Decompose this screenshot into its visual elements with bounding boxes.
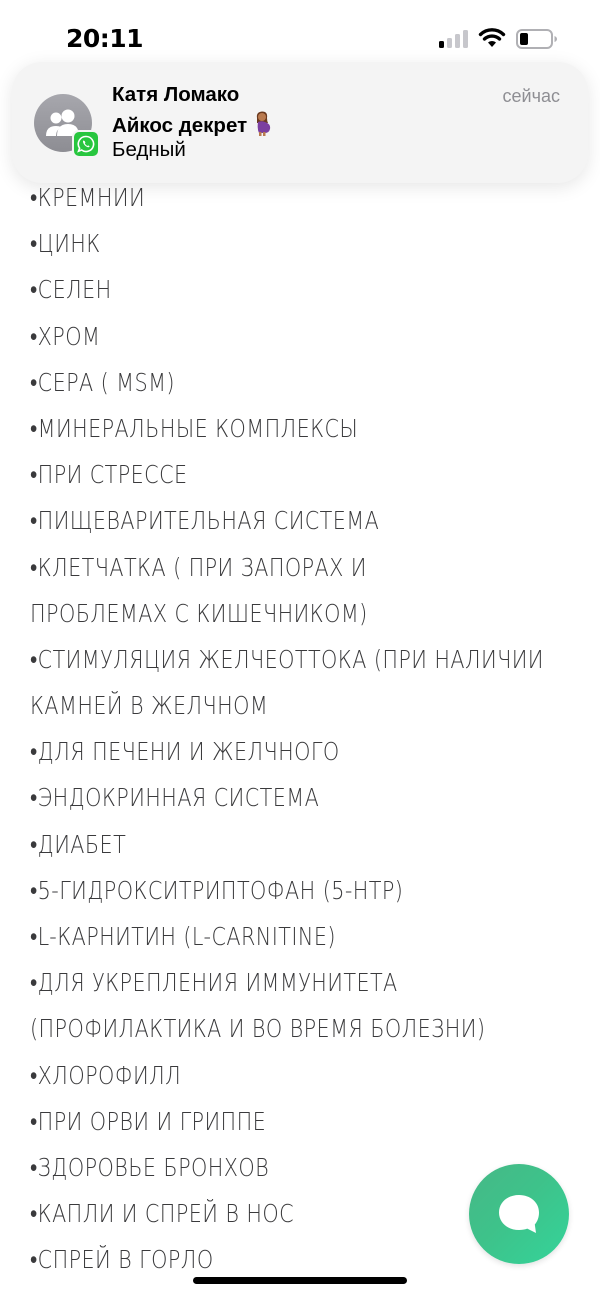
list-item: •СПРЕЙ В ГОРЛО xyxy=(30,1245,214,1275)
list-item: •ПРИ ОРВИ И ГРИППЕ xyxy=(30,1106,267,1136)
list-item: КАМНЕЙ В ЖЕЛЧНОМ xyxy=(30,691,269,721)
notification-time: сейчас xyxy=(502,86,560,106)
notification-sender: Катя Ломако xyxy=(112,83,240,106)
list-item: •ЗДОРОВЬЕ БРОНХОВ xyxy=(30,1152,270,1182)
list-item: •ЦИНК xyxy=(30,229,101,259)
battery-low-icon xyxy=(516,29,556,49)
status-bar xyxy=(0,0,600,70)
list-item: •КАПЛИ И СПРЕЙ В НОС xyxy=(30,1199,295,1229)
status-time: 20:11 xyxy=(66,24,144,53)
list-item: •ПИЩЕВАРИТЕЛЬНАЯ СИСТЕМА xyxy=(30,506,380,536)
list-item: •ПРИ СТРЕССЕ xyxy=(30,460,188,490)
whatsapp-icon xyxy=(72,130,100,158)
list-item: •5-ГИДРОКСИТРИПТОФАН (5-HTP) xyxy=(30,875,404,905)
wifi-icon xyxy=(478,27,506,49)
list-item: •ХЛОРОФИЛЛ xyxy=(30,1060,182,1090)
list-item: •СЕЛЕН xyxy=(30,275,112,305)
article-content xyxy=(30,175,570,1284)
chat-button[interactable] xyxy=(469,1164,569,1264)
home-indicator[interactable] xyxy=(193,1277,407,1284)
cellular-signal-icon xyxy=(439,30,469,48)
list-item: (ПРОФИЛАКТИКА И ВО ВРЕМЯ БОЛЕЗНИ) xyxy=(30,1014,486,1044)
notification-message: Бедный xyxy=(112,138,186,161)
list-item: •КРЕМНИИ xyxy=(30,183,146,212)
chat-bubble-icon xyxy=(496,1192,542,1236)
list-item: •ДЛЯ УКРЕПЛЕНИЯ ИММУНИТЕТА xyxy=(30,968,398,998)
list-item: •ХРОМ xyxy=(30,321,101,351)
list-item: •ДЛЯ ПЕЧЕНИ И ЖЕЛЧНОГО xyxy=(30,737,340,767)
list-item: ПРОБЛЕМАХ С КИШЕЧНИКОМ) xyxy=(30,598,368,628)
list-item: •ДИАБЕТ xyxy=(30,829,127,859)
list-item: •КЛЕТЧАТКА ( ПРИ ЗАПОРАХ И xyxy=(30,552,367,582)
pregnant-woman-emoji xyxy=(253,110,273,142)
list-item: •СЕРА ( MSM) xyxy=(30,367,175,397)
list-item: •МИНЕРАЛЬНЫЕ КОМПЛЕКСЫ xyxy=(30,413,359,443)
list-item: •L-КАРНИТИН (L-CARNITINE) xyxy=(30,922,336,951)
list-item: •СТИМУЛЯЦИЯ ЖЕЛЧЕОТТОКА (ПРИ НАЛИЧИИ xyxy=(30,644,544,674)
notification-group-name: Айкос декрет xyxy=(112,114,248,137)
list-item: •ЭНДОКРИННАЯ СИСТЕМА xyxy=(30,783,320,813)
notification-banner[interactable] xyxy=(12,62,588,183)
